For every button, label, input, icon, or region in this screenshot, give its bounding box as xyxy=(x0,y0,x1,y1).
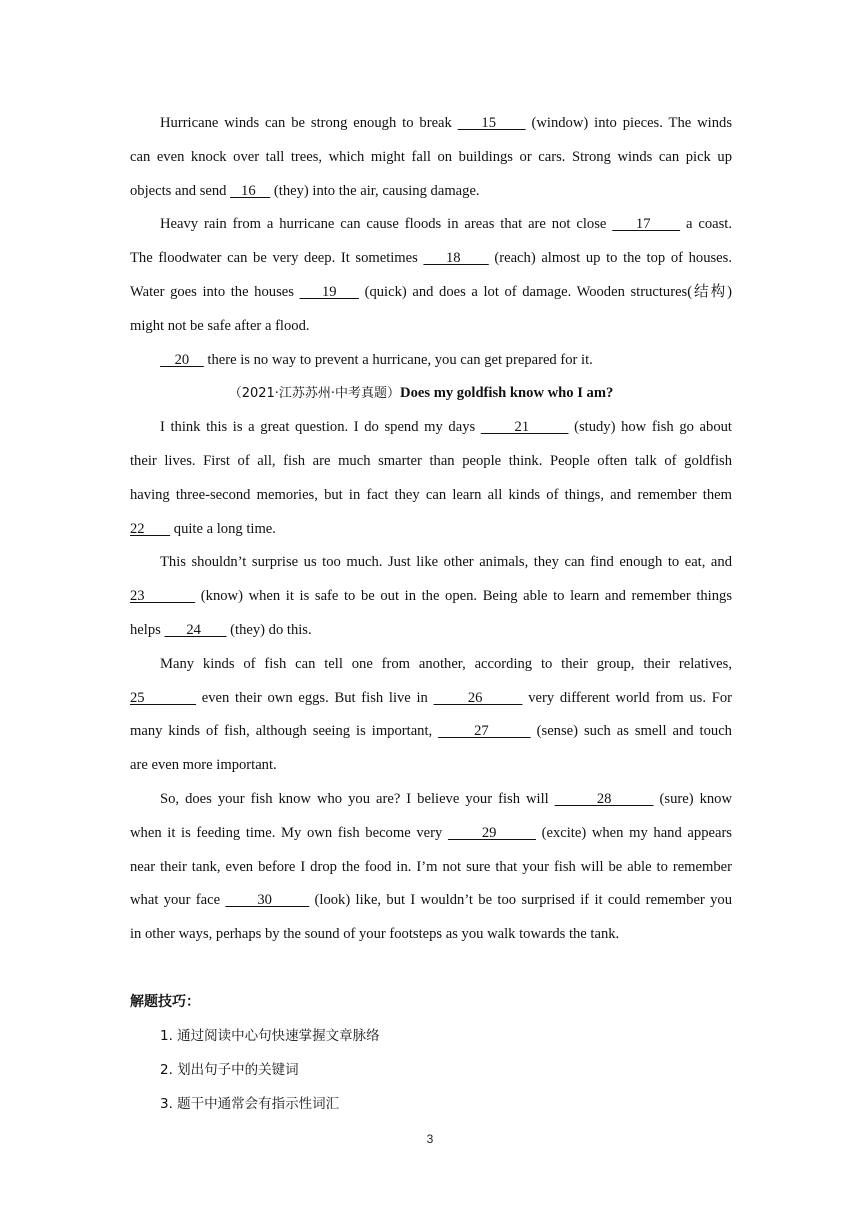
text-run: The floodwater can be very deep. It sometimes xyxy=(130,250,424,267)
text-run: near their tank, even before I drop the food in. I’m not sure that your fish will be able to remember xyxy=(130,858,732,875)
passage2-line-4 xyxy=(130,513,732,547)
text-run: (look) like, but I wouldn’t be too surprised if it could remember you xyxy=(309,892,732,909)
text-run: when it is feeding time. My own fish become very xyxy=(130,824,448,841)
text-run: very different world from us. For xyxy=(522,689,733,706)
passage2-line-15 xyxy=(130,884,732,918)
passage1-line-4 xyxy=(130,208,732,242)
blank-26: 26 xyxy=(433,689,523,706)
passage2-line-3 xyxy=(130,479,732,513)
text-run: there is no way to prevent a hurricane, you can get prepared for it. xyxy=(203,351,593,368)
text-run: (reach) almost up to the top of houses. xyxy=(488,250,732,267)
text-run: Water goes into the houses xyxy=(130,283,300,300)
blank-17: 17 xyxy=(612,216,681,233)
text-run: a coast. xyxy=(680,216,732,233)
passage2-title xyxy=(130,377,732,411)
passage1-line-6 xyxy=(130,276,732,310)
text-run: (excite) when my hand appears xyxy=(535,824,732,841)
text-run: are even more important. xyxy=(130,757,277,774)
text-run: Heavy rain from a hurricane can cause floods in areas that are not close xyxy=(160,216,613,233)
title-source: （2021·江苏苏州·中考真题） xyxy=(228,386,401,402)
passage1-line-5 xyxy=(130,242,732,276)
text-run: Many kinds of fish can tell one from another, according to their group, their relatives, xyxy=(160,655,732,672)
title-text: Does my goldfish know who I am? xyxy=(400,385,614,402)
passage2-line-6 xyxy=(130,580,732,614)
blank-20: 20 xyxy=(160,351,204,368)
text-run: (know) when it is safe to be out in the open. Being able to learn and remember things xyxy=(195,588,733,605)
text-run: (quick) and does a lot of damage. Wooden structures(结构) xyxy=(358,283,733,300)
blank-24: 24 xyxy=(164,621,227,638)
passage2-line-16 xyxy=(130,918,732,952)
text-run: So, does your fish know who you are? I believe your fish will xyxy=(160,790,555,807)
text-run: in other ways, perhaps by the sound of your footsteps as you walk towards the tank. xyxy=(130,926,620,943)
tip-item-3: 3. 题干中通常会有指示性词汇 xyxy=(160,1096,340,1112)
blank-28: 28 xyxy=(554,790,654,807)
blank-19: 19 xyxy=(299,283,359,300)
text-run: (they) do this. xyxy=(226,621,312,638)
blank-18: 18 xyxy=(423,250,489,267)
text-run: (sure) know xyxy=(653,790,733,807)
blank-30: 30 xyxy=(225,892,310,909)
passage2-line-7 xyxy=(130,614,732,648)
text-run: quite a long time. xyxy=(170,520,276,537)
text-run: might not be safe after a flood. xyxy=(130,317,310,334)
tip-item-1: 1. 通过阅读中心句快速掌握文章脉络 xyxy=(160,1028,380,1044)
passage2-line-1 xyxy=(130,411,732,445)
page-number: 3 xyxy=(426,1132,434,1146)
blank-25: 25 xyxy=(130,689,197,706)
text-run: (sense) such as smell and touch xyxy=(530,723,732,740)
passage2-line-13 xyxy=(130,817,732,851)
passage2-line-12 xyxy=(130,783,732,817)
tips-heading: 解题技巧： xyxy=(130,994,200,1010)
blank-29: 29 xyxy=(447,824,536,841)
passage2-line-14 xyxy=(130,851,732,885)
tips-section xyxy=(130,985,380,1121)
blank-27: 27 xyxy=(438,723,531,740)
blank-15: 15 xyxy=(457,115,526,131)
blank-22: 22 xyxy=(130,520,171,537)
text-run: their lives. First of all, fish are much smarter than people think. People often talk of goldfish xyxy=(130,452,732,469)
text-run: This shouldn’t surprise us too much. Just like other animals, they can find enough to eat, and xyxy=(160,554,732,571)
passage2-line-5 xyxy=(130,546,732,580)
passage2-line-8 xyxy=(130,648,732,682)
text-run: (study) how fish go about xyxy=(568,419,732,436)
blank-23: 23 xyxy=(130,588,196,605)
passage1-line-2 xyxy=(130,141,732,175)
passage2-line-9 xyxy=(130,682,732,716)
text-run: (window) into pieces. The winds xyxy=(525,115,732,131)
text-run: objects and send xyxy=(130,182,231,199)
text-run: (they) into the air, causing damage. xyxy=(270,182,480,199)
passage1-line-8 xyxy=(130,344,732,378)
passage1-line-3 xyxy=(130,175,732,209)
text-run: even their own eggs. But fish live in xyxy=(196,689,434,706)
text-run: having three-second memories, but in fact they can learn all kinds of things, and remember them xyxy=(130,486,732,503)
text-run: Hurricane winds can be strong enough to break xyxy=(160,115,458,131)
passage2-line-10 xyxy=(130,715,732,749)
passage1-line-7 xyxy=(130,310,732,344)
text-run: what your face xyxy=(130,892,226,909)
text-run: I think this is a great question. I do spend my days xyxy=(160,419,481,436)
passage1-line-1 xyxy=(130,107,732,141)
text-run: helps xyxy=(130,621,165,638)
tip-item-2: 2. 划出句子中的关键词 xyxy=(160,1062,299,1078)
text-run: many kinds of fish, although seeing is important, xyxy=(130,723,439,740)
passage2-line-11 xyxy=(130,749,732,783)
blank-21: 21 xyxy=(480,419,569,436)
blank-16: 16 xyxy=(230,182,271,199)
text-run: can even knock over tall trees, which might fall on buildings or cars. Strong winds can pick up xyxy=(130,148,732,165)
passage-text xyxy=(130,107,732,952)
passage2-line-2 xyxy=(130,445,732,479)
